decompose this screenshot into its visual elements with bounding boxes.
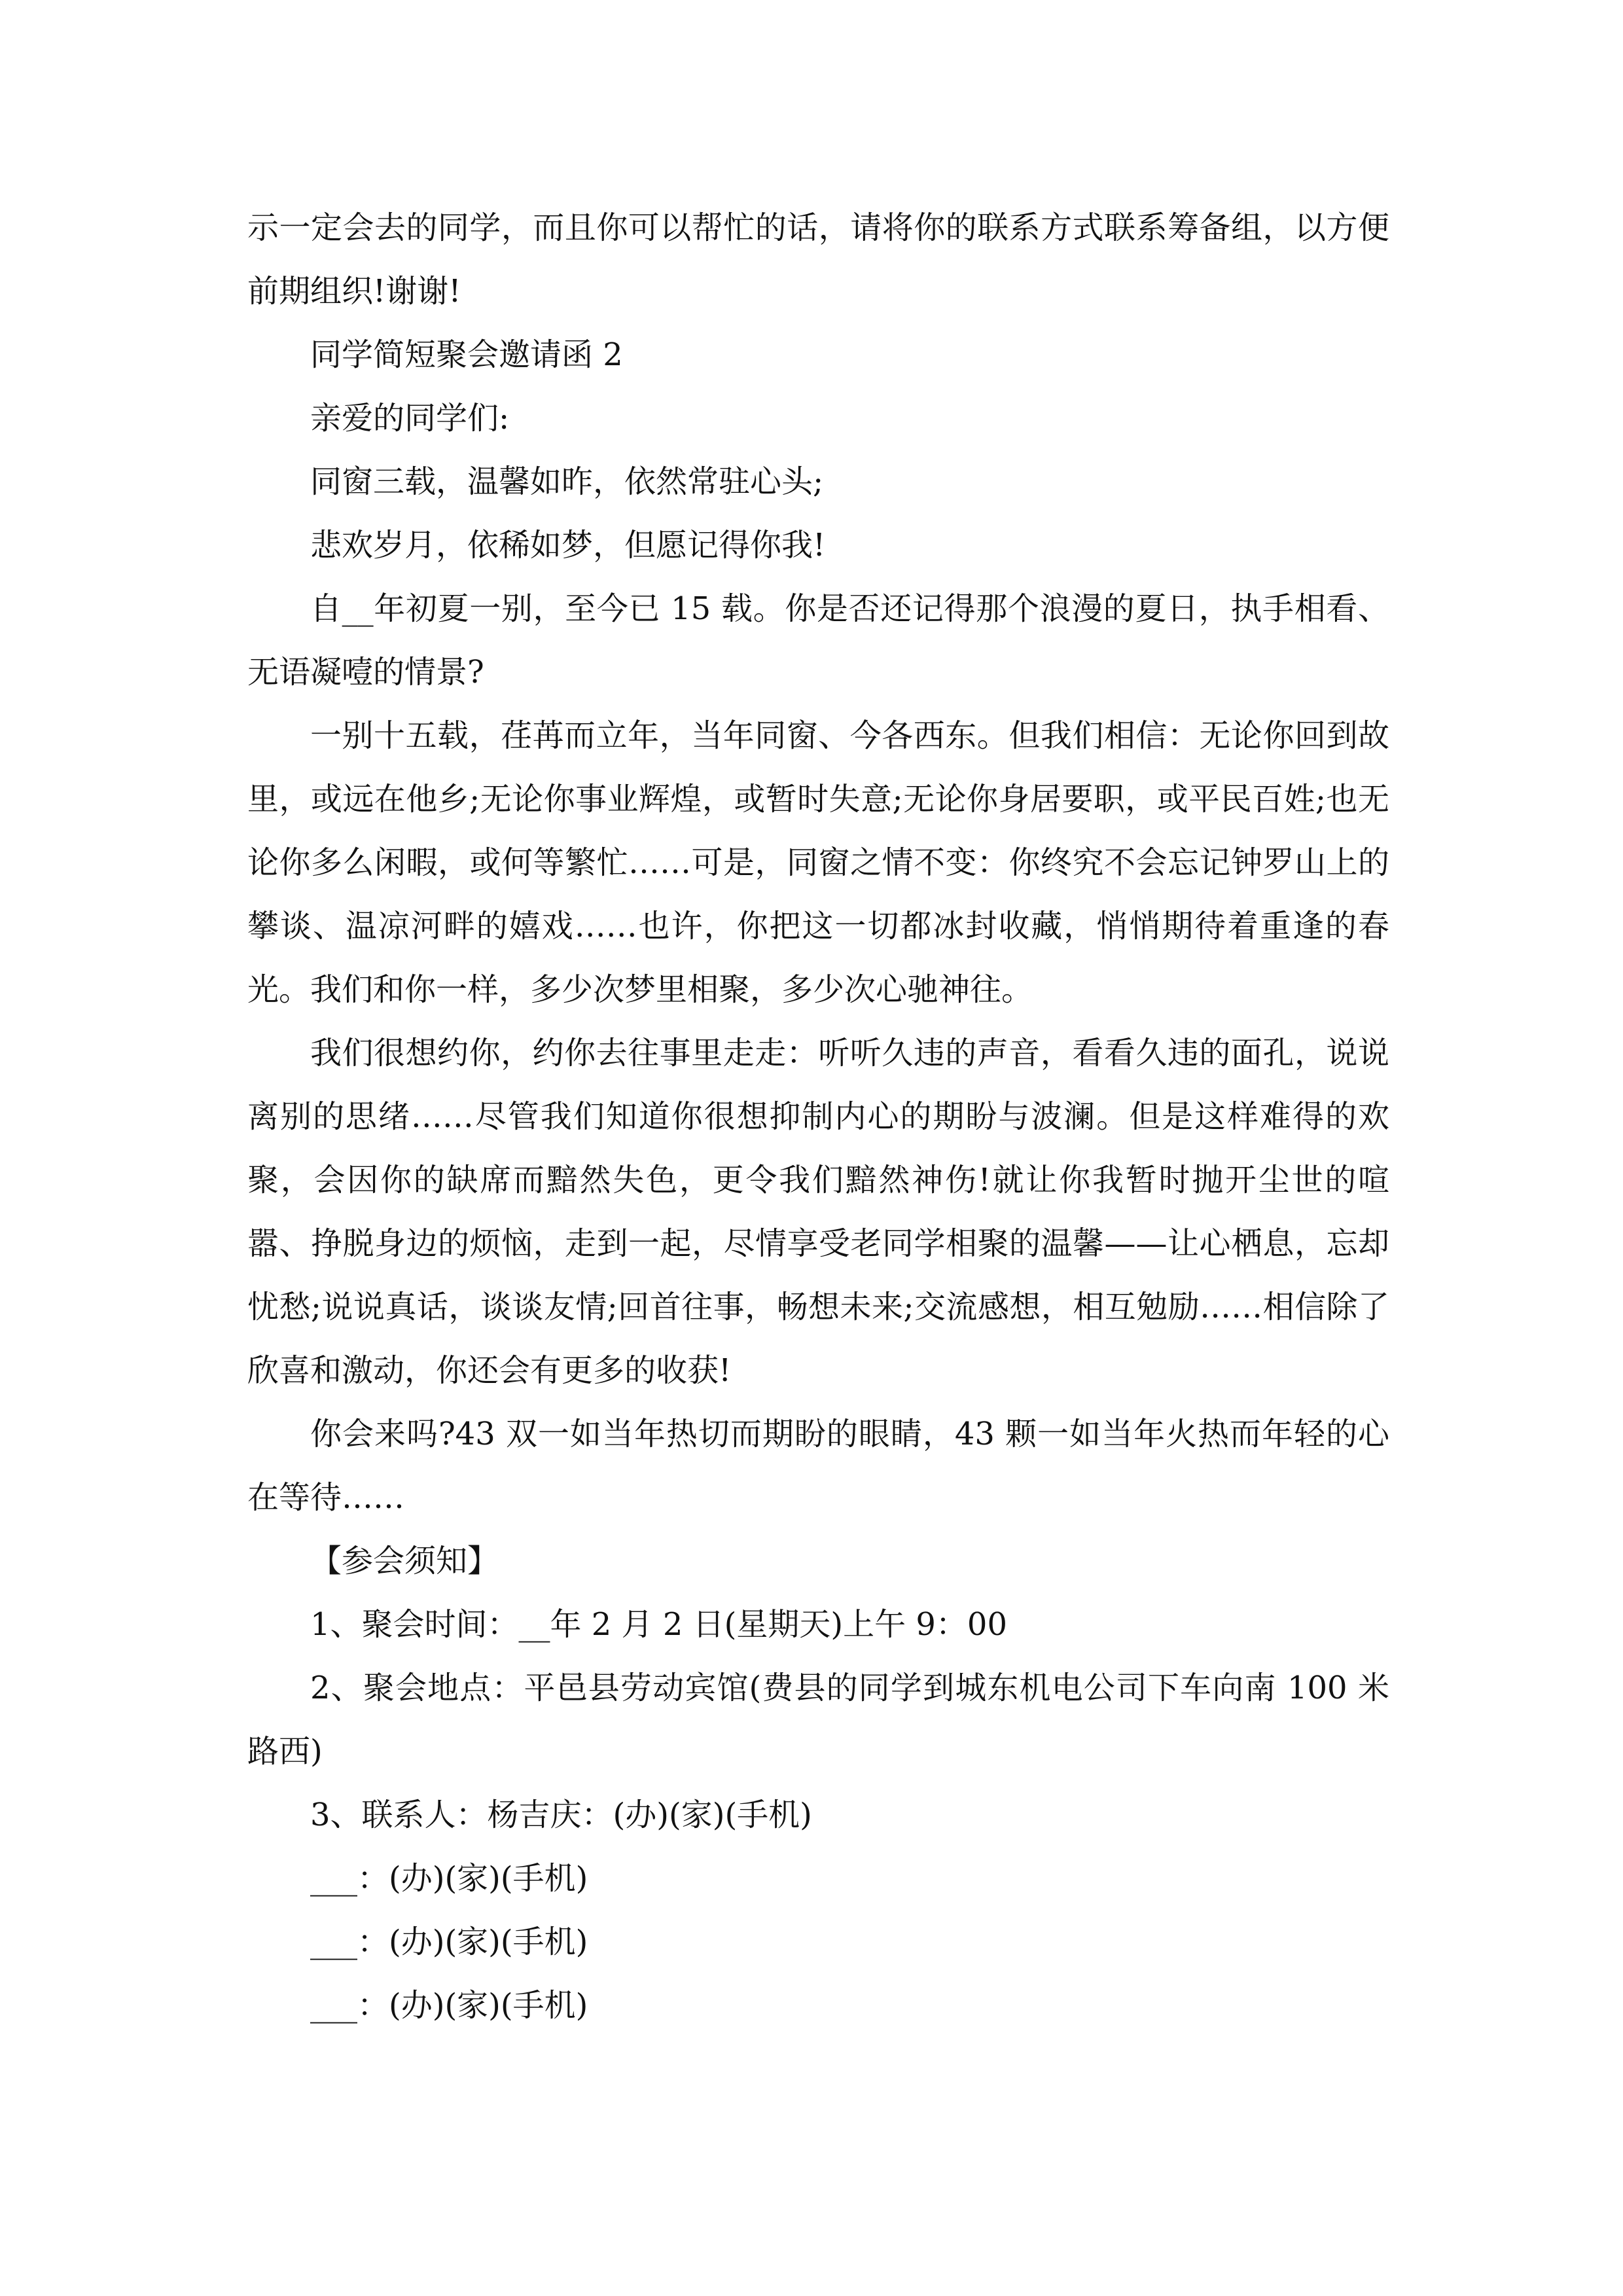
verse-line-1: 同窗三载，温馨如昨，依然常驻心头;: [310, 463, 824, 500]
notice-item-time: 1、聚会时间：__年 2 月 2 日(星期天)上午 9：00: [310, 1606, 1007, 1643]
contact-line: ___：(办)(家)(手机): [310, 1924, 588, 1960]
salutation: 亲爱的同学们:: [310, 400, 510, 437]
notice-item-location: 2、聚会地点：平邑县劳动宾馆(费县的同学到城东机电公司下车向南 100 米路西): [247, 1670, 1389, 1770]
letter-title: 同学简短聚会邀请函 2: [310, 336, 623, 373]
paragraph: 你会来吗?43 双一如当年热切而期盼的眼睛，43 颗一如当年火热而年轻的心在等待……: [247, 1416, 1389, 1516]
notice-item-contact: 3、联系人：杨吉庆：(办)(家)(手机): [310, 1797, 812, 1833]
paragraph: 自__年初夏一别，至今已 15 载。你是否还记得那个浪漫的夏日，执手相看、无语凝噎的情景?: [247, 590, 1389, 691]
paragraph-continuation: 示一定会去的同学，而且你可以帮忙的话，请将你的联系方式联系筹备组，以方便前期组织!谢谢!: [247, 209, 1389, 310]
section-heading: 【参会须知】: [310, 1543, 499, 1579]
verse-line-2: 悲欢岁月，依稀如梦，但愿记得你我!: [310, 527, 826, 564]
document-body: [247, 196, 1389, 2037]
contact-line: ___：(办)(家)(手机): [310, 1987, 588, 2024]
contact-line: ___：(办)(家)(手机): [310, 1860, 588, 1897]
paragraph: 我们很想约你，约你去往事里走走：听听久违的声音，看看久违的面孔，说说离别的思绪……尽管我们知道你很想抑制内心的期盼与波澜。但是这样难得的欢聚，会因你的缺席而黯然失色，更令我们黯然神伤!就让你我暂时抛开尘世的喧嚣、挣脱身边的烦恼，走到一起，尽情享受老同学相聚的温馨——让心栖息，忘却忧愁;说说真话，谈谈友情;回首往事，畅想未来;交流感想，相互勉励……相信除了欣喜和激动，你还会有更多的收获!: [247, 1035, 1389, 1389]
paragraph: 一别十五载，荏苒而立年，当年同窗、今各西东。但我们相信：无论你回到故里，或远在他乡;无论你事业辉煌，或暂时失意;无论你身居要职，或平民百姓;也无论你多么闲暇，或何等繁忙……可是，同窗之情不变：你终究不会忘记钟罗山上的攀谈、温凉河畔的嬉戏……也许，你把这一切都冰封收藏，悄悄期待着重逢的春光。我们和你一样，多少次梦里相聚，多少次心驰神往。: [247, 717, 1389, 1008]
